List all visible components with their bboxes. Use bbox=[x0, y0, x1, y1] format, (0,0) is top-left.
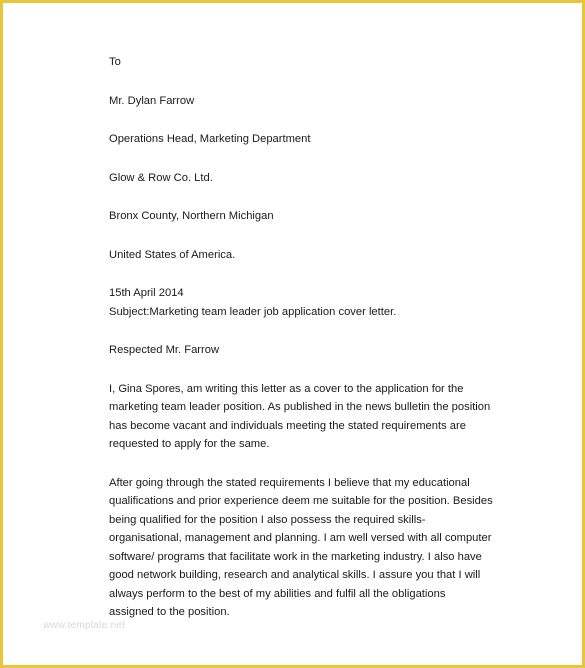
paragraph-line: has become vacant and individuals meeting the stated requirements are bbox=[109, 419, 466, 432]
paragraph-line: good network building, research and analytical skills. I assure you that I will bbox=[109, 569, 481, 581]
paragraph-line: being qualified for the position I also possess the required skills- bbox=[109, 513, 426, 526]
paragraph-line: marketing team leader position. As published in the news bulletin the position bbox=[109, 401, 491, 413]
paragraph-line: software/ programs that facilitate work in the marketing industry. I also have bbox=[109, 550, 482, 563]
paragraph-1 bbox=[109, 380, 491, 454]
address-line: Bronx County, Northern Michigan bbox=[109, 210, 274, 222]
recipient-name: Mr. Dylan Farrow bbox=[109, 94, 195, 107]
paragraph-line: qualifications and prior experience deem me suitable for the position. Besides bbox=[109, 495, 493, 507]
letter-date: 15th April 2014 bbox=[109, 287, 184, 299]
paragraph-line: organisational, management and planning. I am well versed with all computer bbox=[109, 532, 492, 544]
paragraph-line: requested to apply for the same. bbox=[109, 438, 270, 450]
paragraph-2 bbox=[109, 474, 493, 622]
watermark-text: www.template.net bbox=[43, 620, 126, 631]
paragraph-line: always perform to the best of my abilities and fulfil all the obligations bbox=[109, 587, 446, 600]
to-label: To bbox=[109, 56, 121, 68]
paragraph-line: I, Gina Spores, am writing this letter as a cover to the application for the bbox=[109, 382, 464, 395]
paragraph-line: After going through the stated requirements I believe that my educational bbox=[109, 476, 470, 489]
country-line: United States of America. bbox=[109, 248, 236, 261]
subject-line: Subject:Marketing team leader job application cover letter. bbox=[109, 305, 397, 318]
letter-body bbox=[109, 53, 493, 622]
paragraph-line: assigned to the position. bbox=[109, 606, 230, 618]
company-name: Glow & Row Co. Ltd. bbox=[109, 171, 213, 184]
salutation: Respected Mr. Farrow bbox=[109, 344, 220, 356]
recipient-title: Operations Head, Marketing Department bbox=[109, 133, 311, 145]
